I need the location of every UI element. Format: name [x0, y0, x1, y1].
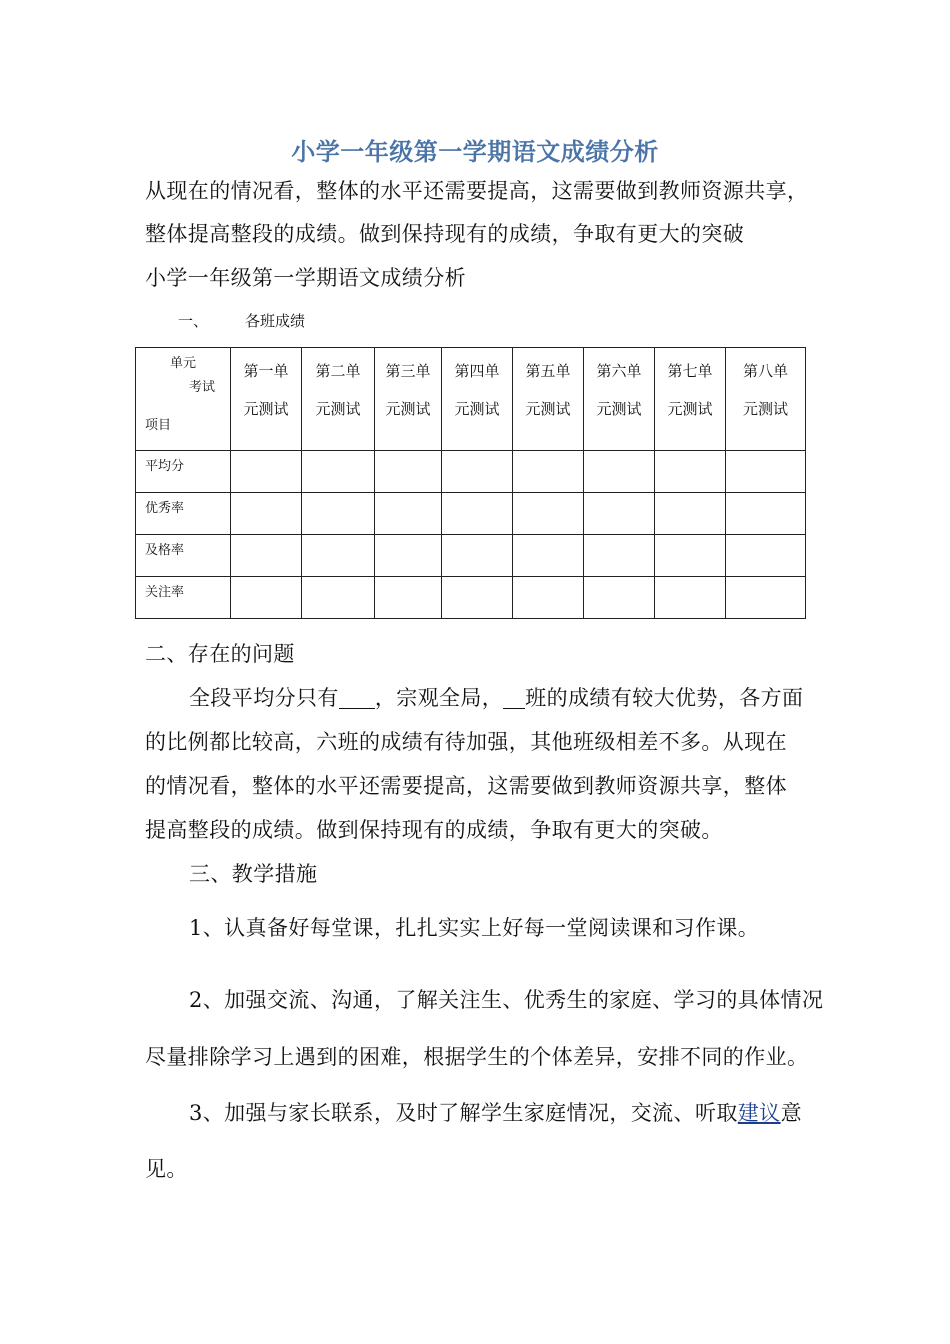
table-cell [302, 535, 375, 577]
table-cell [584, 493, 655, 535]
table-row [136, 451, 806, 493]
table-cell [442, 577, 513, 619]
row-label: 关注率 [136, 577, 231, 619]
table-cell [231, 577, 302, 619]
table-cell [655, 493, 726, 535]
table-cell [442, 493, 513, 535]
section-2-paragraph-line-2: 的比例都比较高，六班的成绩有待加强，其他班级相差不多。从现在 [145, 730, 787, 754]
section-2-paragraph-line-3: 的情况看，整体的水平还需要提高，这需要做到教师资源共享，整体 [145, 774, 787, 798]
table-cell [231, 493, 302, 535]
column-header: 第七单 元测试 [655, 348, 726, 451]
table-cell [513, 451, 584, 493]
section-2-paragraph-line-4: 提高整段的成绩。做到保持现有的成绩，争取有更大的突破。 [145, 818, 723, 842]
section-2-heading: 二、存在的问题 [145, 642, 295, 666]
table-cell [726, 493, 806, 535]
table-cell [375, 493, 442, 535]
column-header: 第四单 元测试 [442, 348, 513, 451]
page-title: 小学一年级第一学期语文成绩分析 [291, 137, 659, 166]
table-cell [584, 451, 655, 493]
corner-exam-label: 考试 [189, 380, 216, 395]
table-row [136, 535, 806, 577]
table-cell [655, 577, 726, 619]
table-row [136, 493, 806, 535]
table-cell [231, 451, 302, 493]
table-cell [513, 493, 584, 535]
corner-item-label: 项目 [145, 418, 172, 433]
column-header: 第五单 元测试 [513, 348, 584, 451]
measure-item-1: 1、认真备好每堂课，扎扎实实上好每一堂阅读课和习作课。 [189, 916, 760, 940]
table-cell [584, 577, 655, 619]
measure-item-3-line-2: 见。 [145, 1157, 188, 1181]
section-3-heading: 三、教学措施 [189, 862, 318, 886]
blank-underline [503, 688, 525, 709]
table-cell [231, 535, 302, 577]
row-label: 平均分 [136, 451, 231, 493]
measure-item-3-line-1: 3、加强与家长联系，及时了解学生家庭情况，交流、听取建议意 [189, 1101, 802, 1125]
table-cell [302, 577, 375, 619]
table-cell [442, 451, 513, 493]
section-1-title: 各班成绩 [245, 312, 306, 330]
suggestion-link[interactable]: 建议 [737, 1101, 781, 1125]
table-cell [584, 535, 655, 577]
table-cell [726, 535, 806, 577]
table-cell [375, 451, 442, 493]
table-cell [375, 577, 442, 619]
column-header: 第三单 元测试 [375, 348, 442, 451]
measure-item-2-line-1: 2、加强交流、沟通，了解关注生、优秀生的家庭、学习的具体情况 [189, 988, 824, 1012]
table-cell [513, 577, 584, 619]
table-cell [726, 577, 806, 619]
intro-line-1: 从现在的情况看，整体的水平还需要提高，这需要做到教师资源共享， [145, 179, 809, 203]
blank-underline [339, 688, 375, 709]
table-cell [726, 451, 806, 493]
corner-unit-label: 单元 [170, 356, 197, 371]
column-header: 第一单 元测试 [231, 348, 302, 451]
table-header-row [136, 348, 806, 451]
row-label: 优秀率 [136, 493, 231, 535]
table-cell [513, 535, 584, 577]
column-header: 第八单 元测试 [726, 348, 806, 451]
column-header: 第二单 元测试 [302, 348, 375, 451]
table-cell [302, 451, 375, 493]
table-cell [655, 535, 726, 577]
table-cell [375, 535, 442, 577]
column-header: 第六单 元测试 [584, 348, 655, 451]
section-2-paragraph-line-1: 全段平均分只有 ，宗观全局， 班的成绩有较大优势，各方面 [189, 686, 804, 710]
intro-line-2: 整体提高整段的成绩。做到保持现有的成绩，争取有更大的突破 [145, 222, 745, 246]
section-1-number: 一、 [178, 312, 209, 330]
table-cell [442, 535, 513, 577]
table-cell [302, 493, 375, 535]
table-corner-cell [136, 348, 231, 451]
row-label: 及格率 [136, 535, 231, 577]
measure-item-2-line-2: 尽量排除学习上遇到的困难，根据学生的个体差异，安排不同的作业。 [145, 1045, 809, 1069]
scores-table [135, 347, 806, 619]
intro-line-3: 小学一年级第一学期语文成绩分析 [145, 266, 466, 290]
table-row [136, 577, 806, 619]
table-cell [655, 451, 726, 493]
